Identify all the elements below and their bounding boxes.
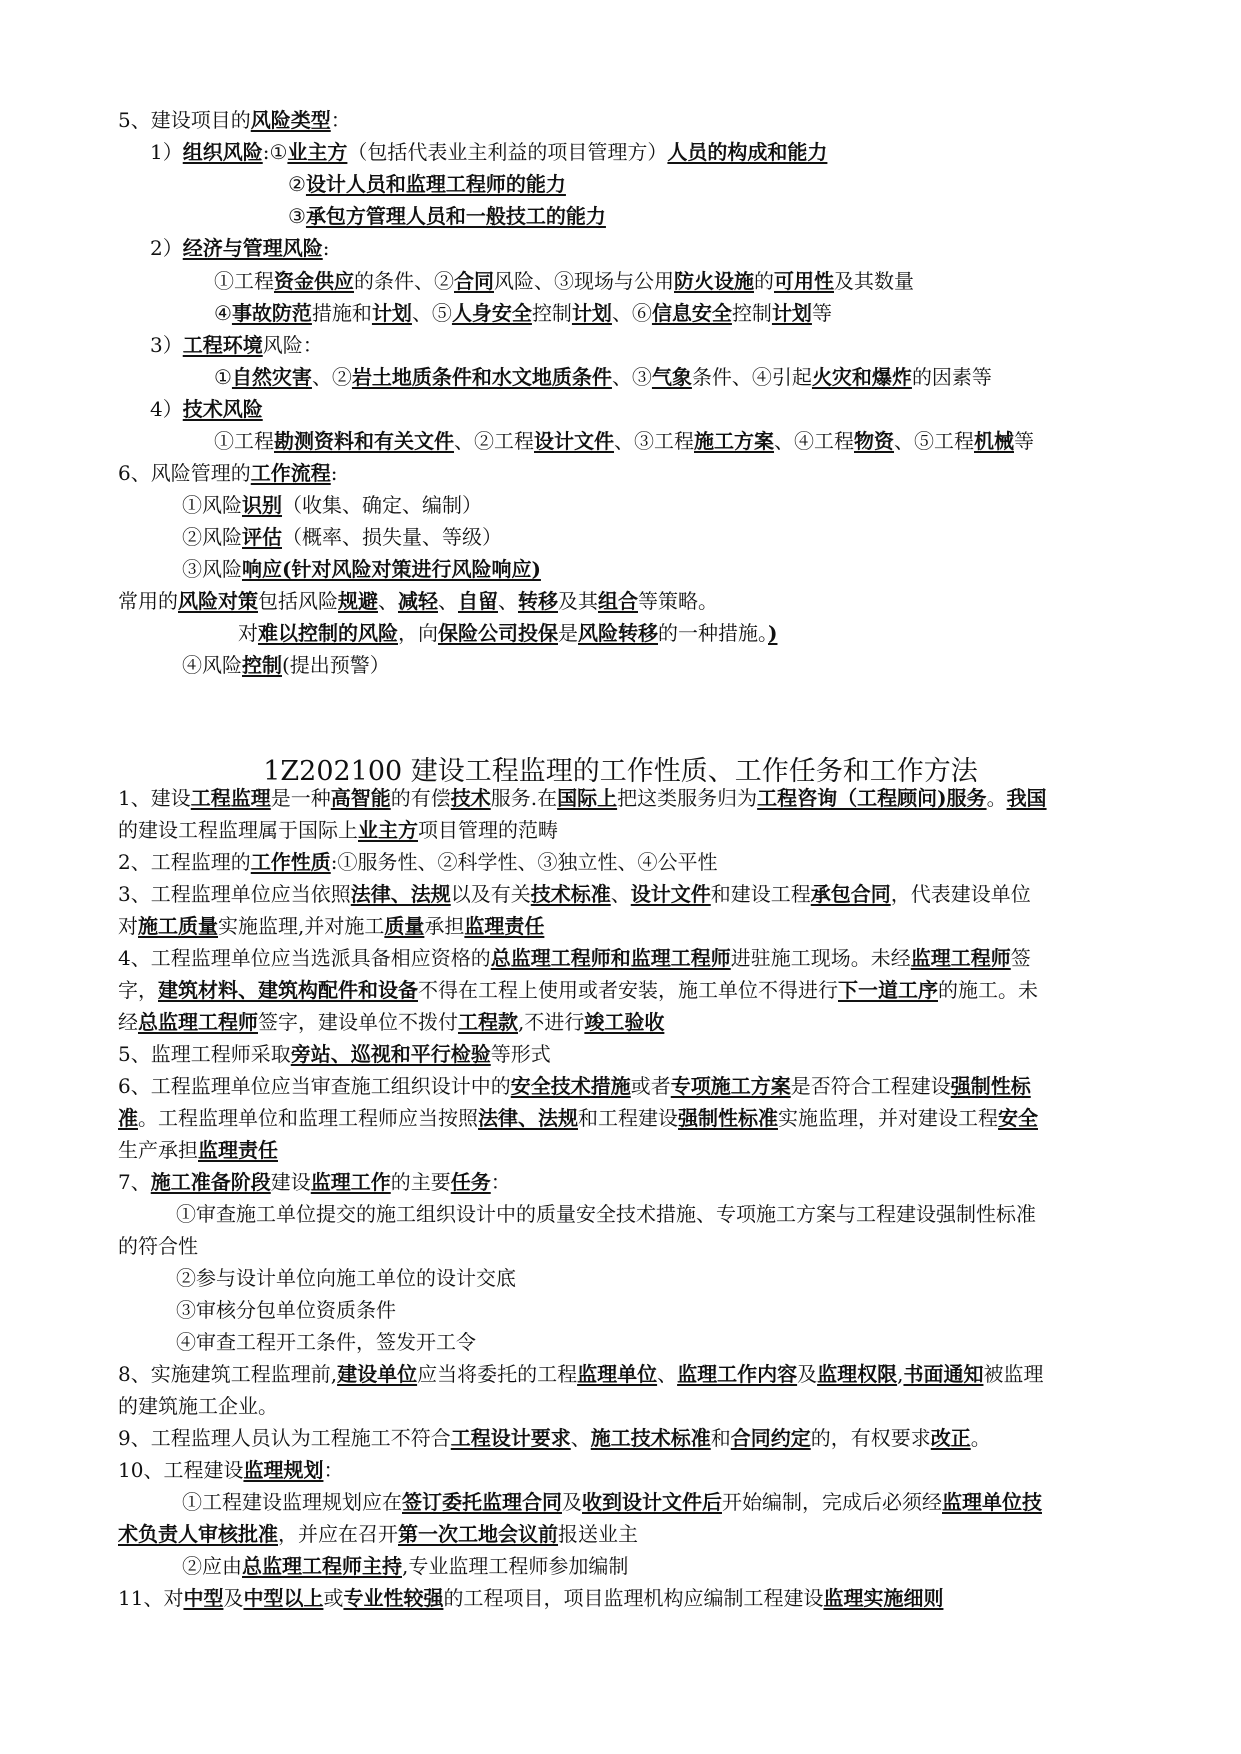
underlined-keyword: 任务 xyxy=(450,1170,491,1194)
underlined-keyword: 总监理工程师和监理工程师 xyxy=(490,946,731,970)
text-run: 3、工程监理单位应当依照 xyxy=(118,882,351,906)
text-line xyxy=(118,1455,343,1485)
underlined-keyword: 合同约定 xyxy=(730,1426,811,1450)
underlined-keyword: 自然灾害 xyxy=(231,365,312,389)
text-run: （包括代表业主利益的项目管理方） xyxy=(347,140,668,164)
text-run: 、 xyxy=(610,882,631,906)
text-line xyxy=(118,1231,198,1261)
text-run: 承担 xyxy=(424,914,465,938)
text-run: ,专业监理工程师参加编制 xyxy=(402,1554,629,1578)
underlined-keyword: 风险转移 xyxy=(578,621,658,645)
text-run: 、 xyxy=(498,589,518,613)
text-run: 不得在工程上使用或者安装，施工单位不得进行 xyxy=(418,978,838,1002)
text-run: 5、监理工程师采取 xyxy=(118,1042,291,1066)
underlined-keyword: 经济与管理风险 xyxy=(182,236,323,260)
underlined-keyword: ) xyxy=(768,621,778,645)
text-run: 和建设工程 xyxy=(710,882,811,906)
text-run: 风险： xyxy=(262,333,323,357)
text-run: 2） xyxy=(150,236,183,260)
text-run: ① xyxy=(214,365,232,389)
text-line xyxy=(214,298,832,328)
underlined-keyword: 设计文件 xyxy=(630,882,711,906)
underlined-keyword: 响应(针对风险对策进行风险响应) xyxy=(242,557,541,581)
text-run: ①审查施工单位提交的施工组织设计中的质量安全技术措施、专项施工方案与工程建设强制性标准 xyxy=(176,1202,1036,1226)
underlined-keyword: 中型以上 xyxy=(243,1586,324,1610)
text-run: 的工程项目，项目监理机构应编制工程建设 xyxy=(443,1586,824,1610)
text-run: ①工程 xyxy=(214,429,274,453)
text-line xyxy=(288,169,566,199)
text-run: 是一种 xyxy=(270,786,331,810)
text-run: 条件、④引起 xyxy=(691,365,812,389)
underlined-keyword: 法律、法规 xyxy=(478,1106,578,1130)
underlined-keyword: 承包合同 xyxy=(810,882,891,906)
text-run: 的，有权要求 xyxy=(810,1426,931,1450)
section-heading: 1Z202100 建设工程监理的工作性质、工作任务和工作方法 xyxy=(263,756,978,787)
underlined-keyword: 工作流程 xyxy=(250,461,331,485)
text-run: 、⑥ xyxy=(611,301,652,325)
underlined-keyword: 工程设计要求 xyxy=(450,1426,571,1450)
text-line xyxy=(182,490,482,520)
text-run: 及其数量 xyxy=(834,269,914,293)
underlined-keyword: 施工方案 xyxy=(694,429,774,453)
text-run: 等 xyxy=(1014,429,1034,453)
underlined-keyword: 中型 xyxy=(183,1586,224,1610)
underlined-keyword: 风险类型 xyxy=(250,108,331,132)
underlined-keyword: 组织风险 xyxy=(182,140,263,164)
text-run: ②参与设计单位向施工单位的设计交底 xyxy=(176,1266,516,1290)
text-line xyxy=(214,266,914,296)
text-run: ④审查工程开工条件，签发开工令 xyxy=(176,1330,476,1354)
text-run: 11、对 xyxy=(118,1586,184,1610)
underlined-keyword: 保险公司投保 xyxy=(438,621,558,645)
text-run: 或者 xyxy=(630,1074,671,1098)
underlined-keyword: 火灾和爆炸 xyxy=(811,365,912,389)
text-line xyxy=(118,815,558,845)
text-line xyxy=(118,1391,278,1421)
text-run: 项目管理的范畴 xyxy=(418,818,558,842)
underlined-keyword: 信息安全 xyxy=(651,301,732,325)
underlined-keyword: 计划 xyxy=(571,301,612,325)
text-run: 、③工程 xyxy=(614,429,694,453)
underlined-keyword: 勘测资料和有关文件 xyxy=(274,429,454,453)
text-run: 、②工程 xyxy=(454,429,534,453)
text-line xyxy=(118,1423,991,1453)
text-run: 2、工程监理的 xyxy=(118,850,251,874)
underlined-keyword: 工程环境 xyxy=(182,333,263,357)
text-run: 是 xyxy=(558,621,578,645)
underlined-keyword: 建筑材料、建筑构配件和设备 xyxy=(158,978,418,1002)
text-run: 应当将委托的工程 xyxy=(417,1362,578,1386)
text-line xyxy=(118,1583,943,1613)
text-line xyxy=(288,201,606,231)
text-run: 和工程建设 xyxy=(578,1106,678,1130)
text-run: 签字，建设单位不拨付 xyxy=(258,1010,458,1034)
text-run: 生产承担 xyxy=(118,1138,198,1162)
text-run: 被监理 xyxy=(983,1362,1044,1386)
text-run: 8、实施建筑工程监理前, xyxy=(118,1362,338,1386)
underlined-keyword: 改正 xyxy=(930,1426,971,1450)
text-run: 、② xyxy=(311,365,352,389)
text-run: 的一种措施。 xyxy=(658,621,768,645)
underlined-keyword: 计划 xyxy=(371,301,412,325)
text-run: ②应由 xyxy=(182,1554,242,1578)
text-run: 4、工程监理单位应当选派具备相应资格的 xyxy=(118,946,491,970)
text-run: ③ xyxy=(288,204,306,228)
text-run: ③审核分包单位资质条件 xyxy=(176,1298,396,1322)
text-run: 或 xyxy=(323,1586,344,1610)
underlined-keyword: 监理责任 xyxy=(198,1138,278,1162)
text-run: 对 xyxy=(118,914,138,938)
text-run: 的因素等 xyxy=(911,365,992,389)
underlined-keyword: 下一道工序 xyxy=(838,978,938,1002)
text-line xyxy=(118,1359,1043,1389)
underlined-keyword: 设计文件 xyxy=(534,429,614,453)
text-line xyxy=(176,1327,476,1357)
text-run: 、 xyxy=(378,589,398,613)
text-run: 经 xyxy=(118,1010,138,1034)
underlined-keyword: 术负责人审核批准 xyxy=(118,1522,278,1546)
text-run: ② xyxy=(288,172,306,196)
text-run: 7、 xyxy=(118,1170,151,1194)
text-line xyxy=(182,522,502,552)
text-run: 报送业主 xyxy=(558,1522,638,1546)
text-run: 10、工程建设 xyxy=(118,1458,244,1482)
text-run: 及 xyxy=(223,1586,244,1610)
underlined-keyword: 第一次工地会议前 xyxy=(398,1522,558,1546)
text-run: ，并应在召开 xyxy=(278,1522,398,1546)
text-run: 、④工程 xyxy=(774,429,854,453)
underlined-keyword: 岩土地质条件和水文地质条件 xyxy=(351,365,612,389)
text-run: 、⑤ xyxy=(411,301,452,325)
underlined-keyword: 监理工作内容 xyxy=(677,1362,798,1386)
underlined-keyword: 工程监理 xyxy=(190,786,271,810)
underlined-keyword: 可用性 xyxy=(774,269,834,293)
text-run: 服务.在 xyxy=(490,786,558,810)
underlined-keyword: 工作性质 xyxy=(250,850,331,874)
underlined-keyword: 施工技术标准 xyxy=(590,1426,711,1450)
text-run: 的符合性 xyxy=(118,1234,198,1258)
text-line xyxy=(118,1519,638,1549)
text-line xyxy=(182,1487,1042,1517)
underlined-keyword: 施工准备阶段 xyxy=(150,1170,271,1194)
text-line xyxy=(238,618,777,648)
text-line xyxy=(176,1295,396,1325)
text-line xyxy=(150,394,263,424)
underlined-keyword: 监理权限 xyxy=(817,1362,898,1386)
text-run: 、⑤工程 xyxy=(894,429,974,453)
text-run: 把这类服务归为 xyxy=(617,786,758,810)
text-run: 的 xyxy=(754,269,774,293)
text-run: :①服务性、②科学性、③独立性、④公平性 xyxy=(330,850,718,874)
text-line xyxy=(182,1551,628,1581)
text-run: ： xyxy=(330,108,351,132)
underlined-keyword: 组合 xyxy=(598,589,638,613)
text-line xyxy=(118,1007,664,1037)
text-run: 是否符合工程建设 xyxy=(790,1074,951,1098)
text-run: （概率、损失量、等级） xyxy=(282,525,502,549)
text-line xyxy=(118,105,351,135)
text-run: 控制 xyxy=(731,301,772,325)
text-run: 的建设工程监理属于国际上 xyxy=(118,818,358,842)
underlined-keyword: 专业性较强 xyxy=(343,1586,444,1610)
underlined-keyword: 准 xyxy=(118,1106,138,1130)
text-run: 及 xyxy=(797,1362,818,1386)
underlined-keyword: 书面通知 xyxy=(903,1362,984,1386)
underlined-keyword: 监理工程师 xyxy=(910,946,1011,970)
text-line xyxy=(182,650,390,680)
text-run: ①工程 xyxy=(214,269,274,293)
underlined-keyword: 控制 xyxy=(242,653,282,677)
text-line xyxy=(150,233,329,263)
text-run: 进驻施工现场。未经 xyxy=(730,946,911,970)
underlined-keyword: 人身安全 xyxy=(451,301,532,325)
underlined-keyword: 旁站、巡视和平行检验 xyxy=(290,1042,491,1066)
text-line xyxy=(118,458,337,488)
text-run: 包括风险 xyxy=(258,589,338,613)
text-line xyxy=(118,975,1038,1005)
text-run: 及其 xyxy=(558,589,598,613)
underlined-keyword: 国际上 xyxy=(557,786,618,810)
text-run: 4） xyxy=(150,397,183,421)
text-run: 的主要 xyxy=(390,1170,451,1194)
text-line xyxy=(118,1103,1038,1133)
underlined-keyword: 强制性标 xyxy=(950,1074,1031,1098)
underlined-keyword: 监理工作 xyxy=(310,1170,391,1194)
text-run: 签 xyxy=(1010,946,1031,970)
text-run: 、 xyxy=(438,589,458,613)
underlined-keyword: 签订委托监理合同 xyxy=(402,1490,562,1514)
underlined-keyword: 监理实施细则 xyxy=(823,1586,944,1610)
text-run: 3） xyxy=(150,333,183,357)
text-line xyxy=(118,847,717,877)
text-run: 。工程监理单位和监理工程师应当按照 xyxy=(138,1106,478,1130)
text-line xyxy=(118,1071,1031,1101)
text-run: 以及有关 xyxy=(450,882,531,906)
text-line xyxy=(118,911,544,941)
text-run: ③风险 xyxy=(182,557,242,581)
underlined-keyword: 计划 xyxy=(771,301,812,325)
underlined-keyword: 监理规划 xyxy=(243,1458,324,1482)
underlined-keyword: 收到设计文件后 xyxy=(582,1490,722,1514)
text-run: , xyxy=(897,1362,904,1386)
text-line xyxy=(118,1167,511,1197)
text-run: ： xyxy=(323,1458,344,1482)
text-run: 6、工程监理单位应当审查施工组织设计中的 xyxy=(118,1074,511,1098)
text-run: 6、风险管理的 xyxy=(118,461,251,485)
text-line xyxy=(118,783,1047,813)
underlined-keyword: 规避 xyxy=(338,589,378,613)
underlined-keyword: 业主方 xyxy=(287,140,348,164)
text-line xyxy=(118,1039,551,1069)
text-run: 及 xyxy=(562,1490,582,1514)
text-run: 、 xyxy=(657,1362,678,1386)
text-run: 建设 xyxy=(270,1170,311,1194)
text-run: 等形式 xyxy=(490,1042,551,1066)
underlined-keyword: 难以控制的风险 xyxy=(258,621,398,645)
underlined-keyword: 设计人员和监理工程师的能力 xyxy=(305,172,566,196)
underlined-keyword: 质量 xyxy=(384,914,425,938)
text-run: 的建筑施工企业。 xyxy=(118,1394,278,1418)
text-run: ①风险 xyxy=(182,493,242,517)
underlined-keyword: 事故防范 xyxy=(231,301,312,325)
underlined-keyword: 总监理工程师主持 xyxy=(242,1554,402,1578)
underlined-keyword: 工程咨询（工程顾问)服务 xyxy=(757,786,987,810)
underlined-keyword: 自留 xyxy=(458,589,498,613)
text-run: ④风险 xyxy=(182,653,242,677)
text-line xyxy=(150,330,323,360)
underlined-keyword: 安全技术措施 xyxy=(510,1074,631,1098)
text-run: 1） xyxy=(150,140,183,164)
underlined-keyword: 承包方管理人员和一般技工的能力 xyxy=(305,204,606,228)
text-run: 开始编制，完成后必须经 xyxy=(722,1490,942,1514)
text-run: 的条件、② xyxy=(354,269,454,293)
text-run: 9、工程监理人员认为工程施工不符合 xyxy=(118,1426,451,1450)
underlined-keyword: 竣工验收 xyxy=(584,1010,665,1034)
text-run: 对 xyxy=(238,621,258,645)
text-run: 等 xyxy=(811,301,832,325)
text-run: ②风险 xyxy=(182,525,242,549)
text-run: : xyxy=(330,461,338,485)
text-run: 实施监理,并对施工 xyxy=(218,914,385,938)
underlined-keyword: 资金供应 xyxy=(274,269,354,293)
underlined-keyword: 工程款 xyxy=(458,1010,518,1034)
text-line xyxy=(118,943,1031,973)
underlined-keyword: 我国 xyxy=(1006,786,1047,810)
underlined-keyword: 转移 xyxy=(518,589,558,613)
underlined-keyword: 识别 xyxy=(242,493,282,517)
underlined-keyword: 监理责任 xyxy=(464,914,545,938)
text-line xyxy=(118,586,718,616)
underlined-keyword: 人员的构成和能力 xyxy=(667,140,828,164)
text-run: (提出预警） xyxy=(282,653,390,677)
underlined-keyword: 风险对策 xyxy=(178,589,258,613)
text-line xyxy=(214,426,1034,456)
text-run: ,不进行 xyxy=(518,1010,585,1034)
text-run: :① xyxy=(262,140,288,164)
text-run: 的施工。未 xyxy=(938,978,1038,1002)
text-run: 风险、③现场与公用 xyxy=(494,269,674,293)
underlined-keyword: 法律、法规 xyxy=(350,882,451,906)
text-line xyxy=(176,1263,516,1293)
text-run: 措施和 xyxy=(311,301,372,325)
text-run: : xyxy=(322,236,330,260)
text-run: （收集、确定、编制） xyxy=(282,493,482,517)
text-line xyxy=(118,1135,278,1165)
text-run: 控制 xyxy=(531,301,572,325)
underlined-keyword: 减轻 xyxy=(398,589,438,613)
text-line xyxy=(182,554,541,584)
text-run: ，向 xyxy=(398,621,438,645)
underlined-keyword: 技术 xyxy=(450,786,491,810)
underlined-keyword: 高智能 xyxy=(330,786,391,810)
underlined-keyword: 物资 xyxy=(854,429,894,453)
underlined-keyword: 技术风险 xyxy=(182,397,263,421)
text-run: 等策略。 xyxy=(638,589,718,613)
underlined-keyword: 建设单位 xyxy=(337,1362,418,1386)
underlined-keyword: 合同 xyxy=(454,269,494,293)
text-line xyxy=(150,137,827,167)
text-run: 常用的 xyxy=(118,589,178,613)
text-run: ，代表建设单位 xyxy=(890,882,1031,906)
text-run: 实施监理，并对建设工程 xyxy=(778,1106,998,1130)
text-run: 字， xyxy=(118,978,158,1002)
text-run: ①工程建设监理规划应在 xyxy=(182,1490,402,1514)
text-run: 、 xyxy=(570,1426,591,1450)
text-line xyxy=(118,879,1031,909)
text-run: 。 xyxy=(970,1426,991,1450)
underlined-keyword: 技术标准 xyxy=(530,882,611,906)
text-run: 5、建设项目的 xyxy=(118,108,251,132)
underlined-keyword: 总监理工程师 xyxy=(138,1010,258,1034)
underlined-keyword: 施工质量 xyxy=(138,914,218,938)
text-run: ： xyxy=(490,1170,511,1194)
text-run: 1、建设 xyxy=(118,786,191,810)
underlined-keyword: 机械 xyxy=(974,429,1014,453)
underlined-keyword: 专项施工方案 xyxy=(670,1074,791,1098)
underlined-keyword: 监理单位技 xyxy=(942,1490,1042,1514)
text-line xyxy=(176,1199,1036,1229)
text-run: 的有偿 xyxy=(390,786,451,810)
text-run: 和 xyxy=(710,1426,731,1450)
underlined-keyword: 安全 xyxy=(998,1106,1038,1130)
underlined-keyword: 评估 xyxy=(242,525,282,549)
underlined-keyword: 强制性标准 xyxy=(678,1106,778,1130)
text-run: 。 xyxy=(986,786,1007,810)
underlined-keyword: 气象 xyxy=(651,365,692,389)
underlined-keyword: 监理单位 xyxy=(577,1362,658,1386)
text-line xyxy=(214,362,992,392)
text-run: ④ xyxy=(214,301,232,325)
underlined-keyword: 业主方 xyxy=(358,818,418,842)
underlined-keyword: 防火设施 xyxy=(674,269,754,293)
text-run: 、③ xyxy=(611,365,652,389)
